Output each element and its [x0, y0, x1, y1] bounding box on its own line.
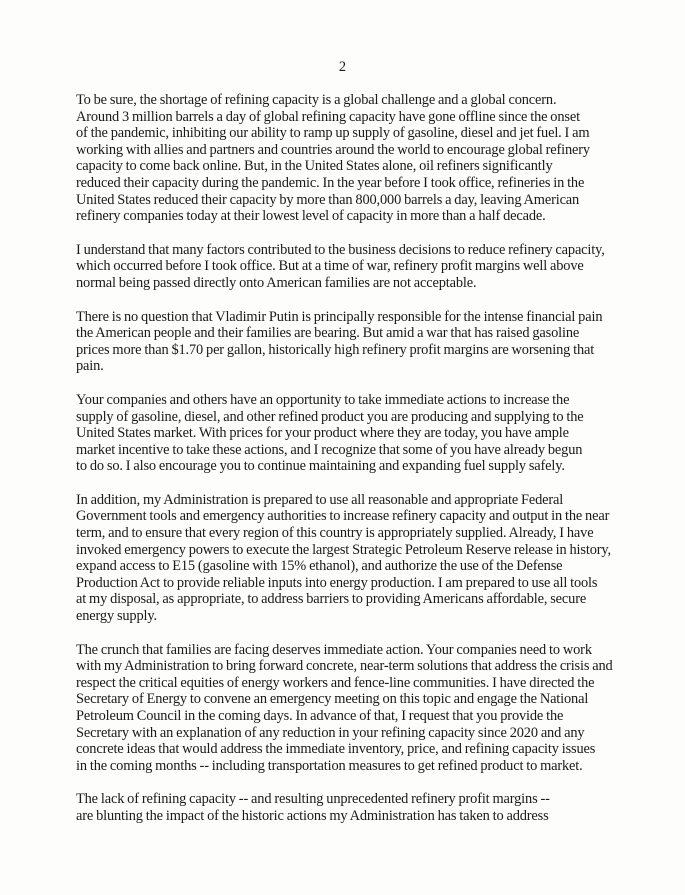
text-line: supply of gasoline, diesel, and other refined product you are producing and supplying to the [76, 408, 584, 425]
text-line: in the coming months -- including transportation measures to get refined product to market. [76, 757, 583, 774]
text-line: to do so. I also encourage you to continue maintaining and expanding fuel supply safely. [76, 458, 565, 475]
text-line: are blunting the impact of the historic actions my Administration has taken to address [76, 807, 549, 824]
text-line: Government tools and emergency authorities to increase refinery capacity and output in the near [76, 508, 610, 525]
text-line: capacity to come back online. But, in the United States alone, oil refiners significantly [76, 158, 553, 175]
text-line: The lack of refining capacity -- and resulting unprecedented refinery profit margins -- [76, 791, 550, 808]
text-line: Your companies and others have an opportunity to take immediate actions to increase the [76, 391, 570, 408]
text-line: the American people and their families are bearing. But amid a war that has raised gasoline [76, 325, 580, 342]
text-line: which occurred before I took office. But at a time of war, refinery profit margins well above [76, 258, 584, 275]
text-line: reduced their capacity during the pandemic. In the year before I took office, refineries in the [76, 174, 585, 191]
text-line: pain. [76, 358, 104, 375]
paragraph-crunch [76, 642, 621, 775]
letter-body [76, 92, 621, 842]
text-line: Petroleum Council in the coming days. In advance of that, I request that you provide the [76, 708, 564, 724]
text-line: The crunch that families are facing deserves immediate action. Your companies need to work [76, 641, 592, 658]
text-line: respect the critical equities of energy workers and fence-line communities. I have directed the [76, 674, 595, 691]
text-line: Secretary with an explanation of any reduction in your refining capacity since 2020 and any [76, 724, 585, 741]
text-line: Around 3 million barrels a day of global refining capacity have gone offline since the onset [76, 108, 580, 125]
text-line: with my Administration to bring forward concrete, near-term solutions that address the crisis and [76, 658, 613, 675]
text-line: refinery companies today at their lowest level of capacity in more than a half decade. [76, 208, 546, 225]
text-line: invoked emergency powers to execute the largest Strategic Petroleum Reserve release in history, [76, 541, 611, 558]
text-line: Production Act to provide reliable inputs into energy production. I am prepared to use all tools [76, 574, 598, 591]
text-line: prices more than $1.70 per gallon, historically high refinery profit margins are worsening that [76, 341, 595, 358]
text-line: United States reduced their capacity by more than 800,000 barrels a day, leaving American [76, 191, 580, 208]
paragraph-lack-of-capacity [76, 791, 621, 824]
text-line: expand access to E15 (gasoline with 15% ethanol), and authorize the use of the Defense [76, 558, 563, 575]
page-number: 2 [338, 59, 347, 75]
text-line: working with allies and partners and countries around the world to encourage global refinery [76, 141, 590, 158]
paragraph-administration-tools [76, 492, 621, 625]
text-line: In addition, my Administration is prepared to use all reasonable and appropriate Federal [76, 491, 564, 508]
text-line: I understand that many factors contributed to the business decisions to reduce refinery capacity, [76, 241, 605, 258]
paragraph-refining-shortage [76, 92, 621, 225]
text-line: To be sure, the shortage of refining capacity is a global challenge and a global concern. [76, 92, 557, 108]
paragraph-putin [76, 309, 621, 375]
text-line: term, and to ensure that every region of this country is appropriately supplied. Already, I have [76, 525, 594, 542]
text-line: concrete ideas that would address the immediate inventory, price, and refining capacity issues [76, 741, 596, 758]
paragraph-business-decisions [76, 242, 621, 292]
paragraph-immediate-actions [76, 392, 621, 475]
text-line: United States market. With prices for your product where they are today, you have ample [76, 425, 569, 442]
text-line: at my disposal, as appropriate, to address barriers to providing Americans affordable, secure [76, 591, 587, 608]
text-line: of the pandemic, inhibiting our ability to ramp up supply of gasoline, diesel and jet fuel. I am [76, 125, 590, 142]
text-line: There is no question that Vladimir Putin is principally responsible for the intense financial pain [76, 308, 603, 325]
text-line: Secretary of Energy to convene an emergency meeting on this topic and engage the National [76, 691, 589, 708]
text-line: normal being passed directly onto American families are not acceptable. [76, 274, 477, 291]
text-line: market incentive to take these actions, and I recognize that some of you have already begun [76, 441, 583, 458]
text-line: energy supply. [76, 608, 157, 625]
